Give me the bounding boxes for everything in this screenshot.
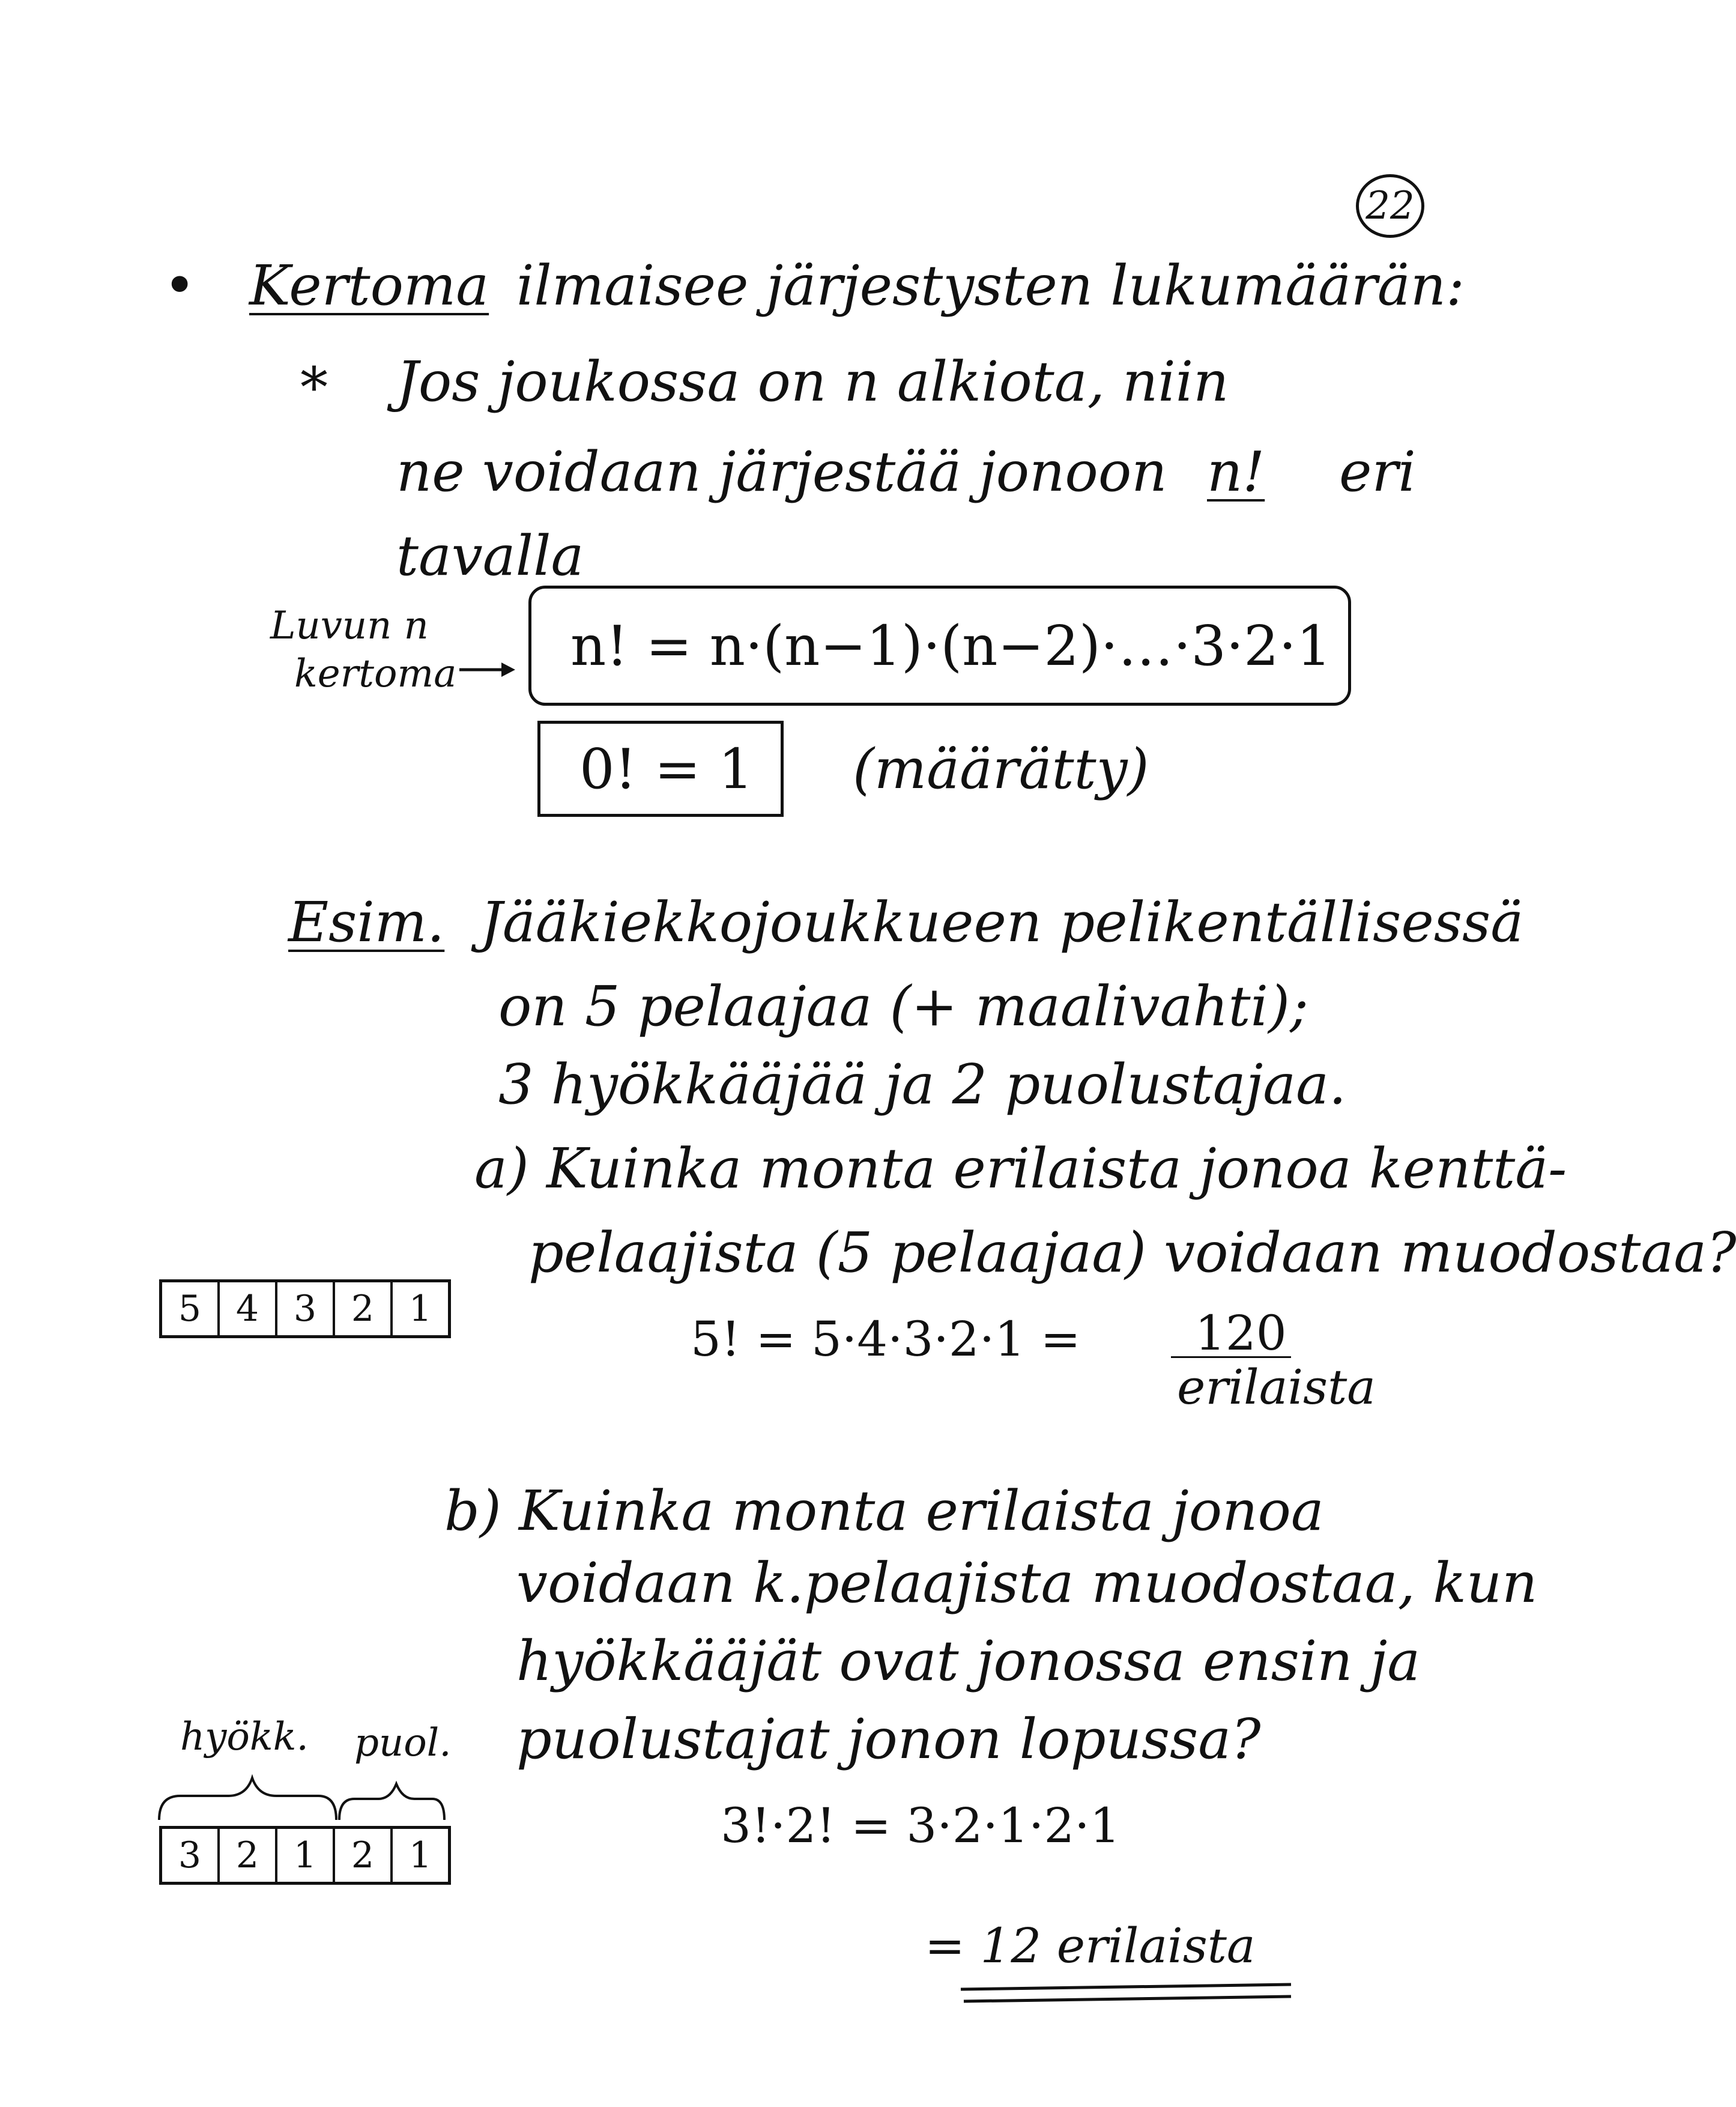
factorial-formula: n! = n·(n−1)·(n−2)·…·3·2·1 (570, 614, 1332, 678)
queue-cell: 3 (162, 1829, 220, 1882)
part-a-calculation: 5! = 5·4·3·2·1 = (691, 1311, 1081, 1367)
definition-line-2-end: eri (1339, 440, 1416, 504)
queue-cell: 3 (277, 1282, 335, 1335)
queue-cell: 4 (220, 1282, 277, 1335)
part-b-line-4: puolustajat jonon lopussa? (516, 1707, 1261, 1771)
queue-cell: 5 (162, 1282, 220, 1335)
definition-line-1: Jos joukossa on n alkiota, niin (396, 350, 1229, 414)
part-b-calculation: 3!·2! = 3·2·1·2·1 (721, 1798, 1121, 1854)
definition-n-factorial: n! (1207, 440, 1265, 504)
heading-rest: ilmaisee järjestysten lukumäärän: (516, 253, 1465, 318)
queue-cell: 2 (335, 1829, 393, 1882)
side-label-line-1: Luvun n (270, 604, 429, 648)
brace-label-forwards: hyökk. (180, 1715, 309, 1759)
part-a-result-unit: erilaista (1177, 1359, 1376, 1415)
star-bullet: * (300, 356, 328, 420)
queue-cell: 1 (277, 1829, 335, 1882)
part-a-line-1: a) Kuinka monta erilaista jonoa kenttä- (474, 1136, 1567, 1201)
example-line-3: 3 hyökkääjää ja 2 puolustajaa. (498, 1052, 1347, 1117)
queue-cell: 1 (408, 1288, 432, 1330)
part-b-line-3: hyökkääjät ovat jonossa ensin ja (516, 1629, 1421, 1693)
queue-cell: 2 (335, 1282, 393, 1335)
definition-line-3: tavalla (396, 524, 584, 588)
zero-factorial: 0! = 1 (579, 737, 754, 801)
bullet: • (163, 253, 196, 318)
part-a-line-2: pelaajista (5 pelaajaa) voidaan muodostaa? (528, 1220, 1736, 1285)
example-line-1: Jääkiekkojoukkueen pelikentällisessä (480, 890, 1524, 954)
queue-cell: 2 (220, 1829, 277, 1882)
part-b-line-1: b) Kuinka monta erilaista jonoa (444, 1479, 1324, 1543)
part-b-result: = 12 erilaista (925, 1918, 1256, 1974)
page-number: 22 (1366, 184, 1415, 228)
definition-line-2: ne voidaan järjestää jonoon (396, 440, 1167, 504)
side-label-line-2: kertoma (294, 652, 457, 696)
example-line-2: on 5 pelaajaa (+ maalivahti); (498, 974, 1308, 1038)
example-label: Esim. (288, 890, 445, 954)
part-b-line-2: voidaan k.pelaajista muodostaa, kun (516, 1551, 1538, 1615)
heading-term: Kertoma (249, 253, 489, 318)
zero-factorial-note: (määrätty) (853, 737, 1149, 801)
brace-label-defenders: puol. (354, 1721, 452, 1765)
part-a-result: 120 (1195, 1305, 1287, 1361)
queue-cell: 1 (408, 1834, 432, 1876)
